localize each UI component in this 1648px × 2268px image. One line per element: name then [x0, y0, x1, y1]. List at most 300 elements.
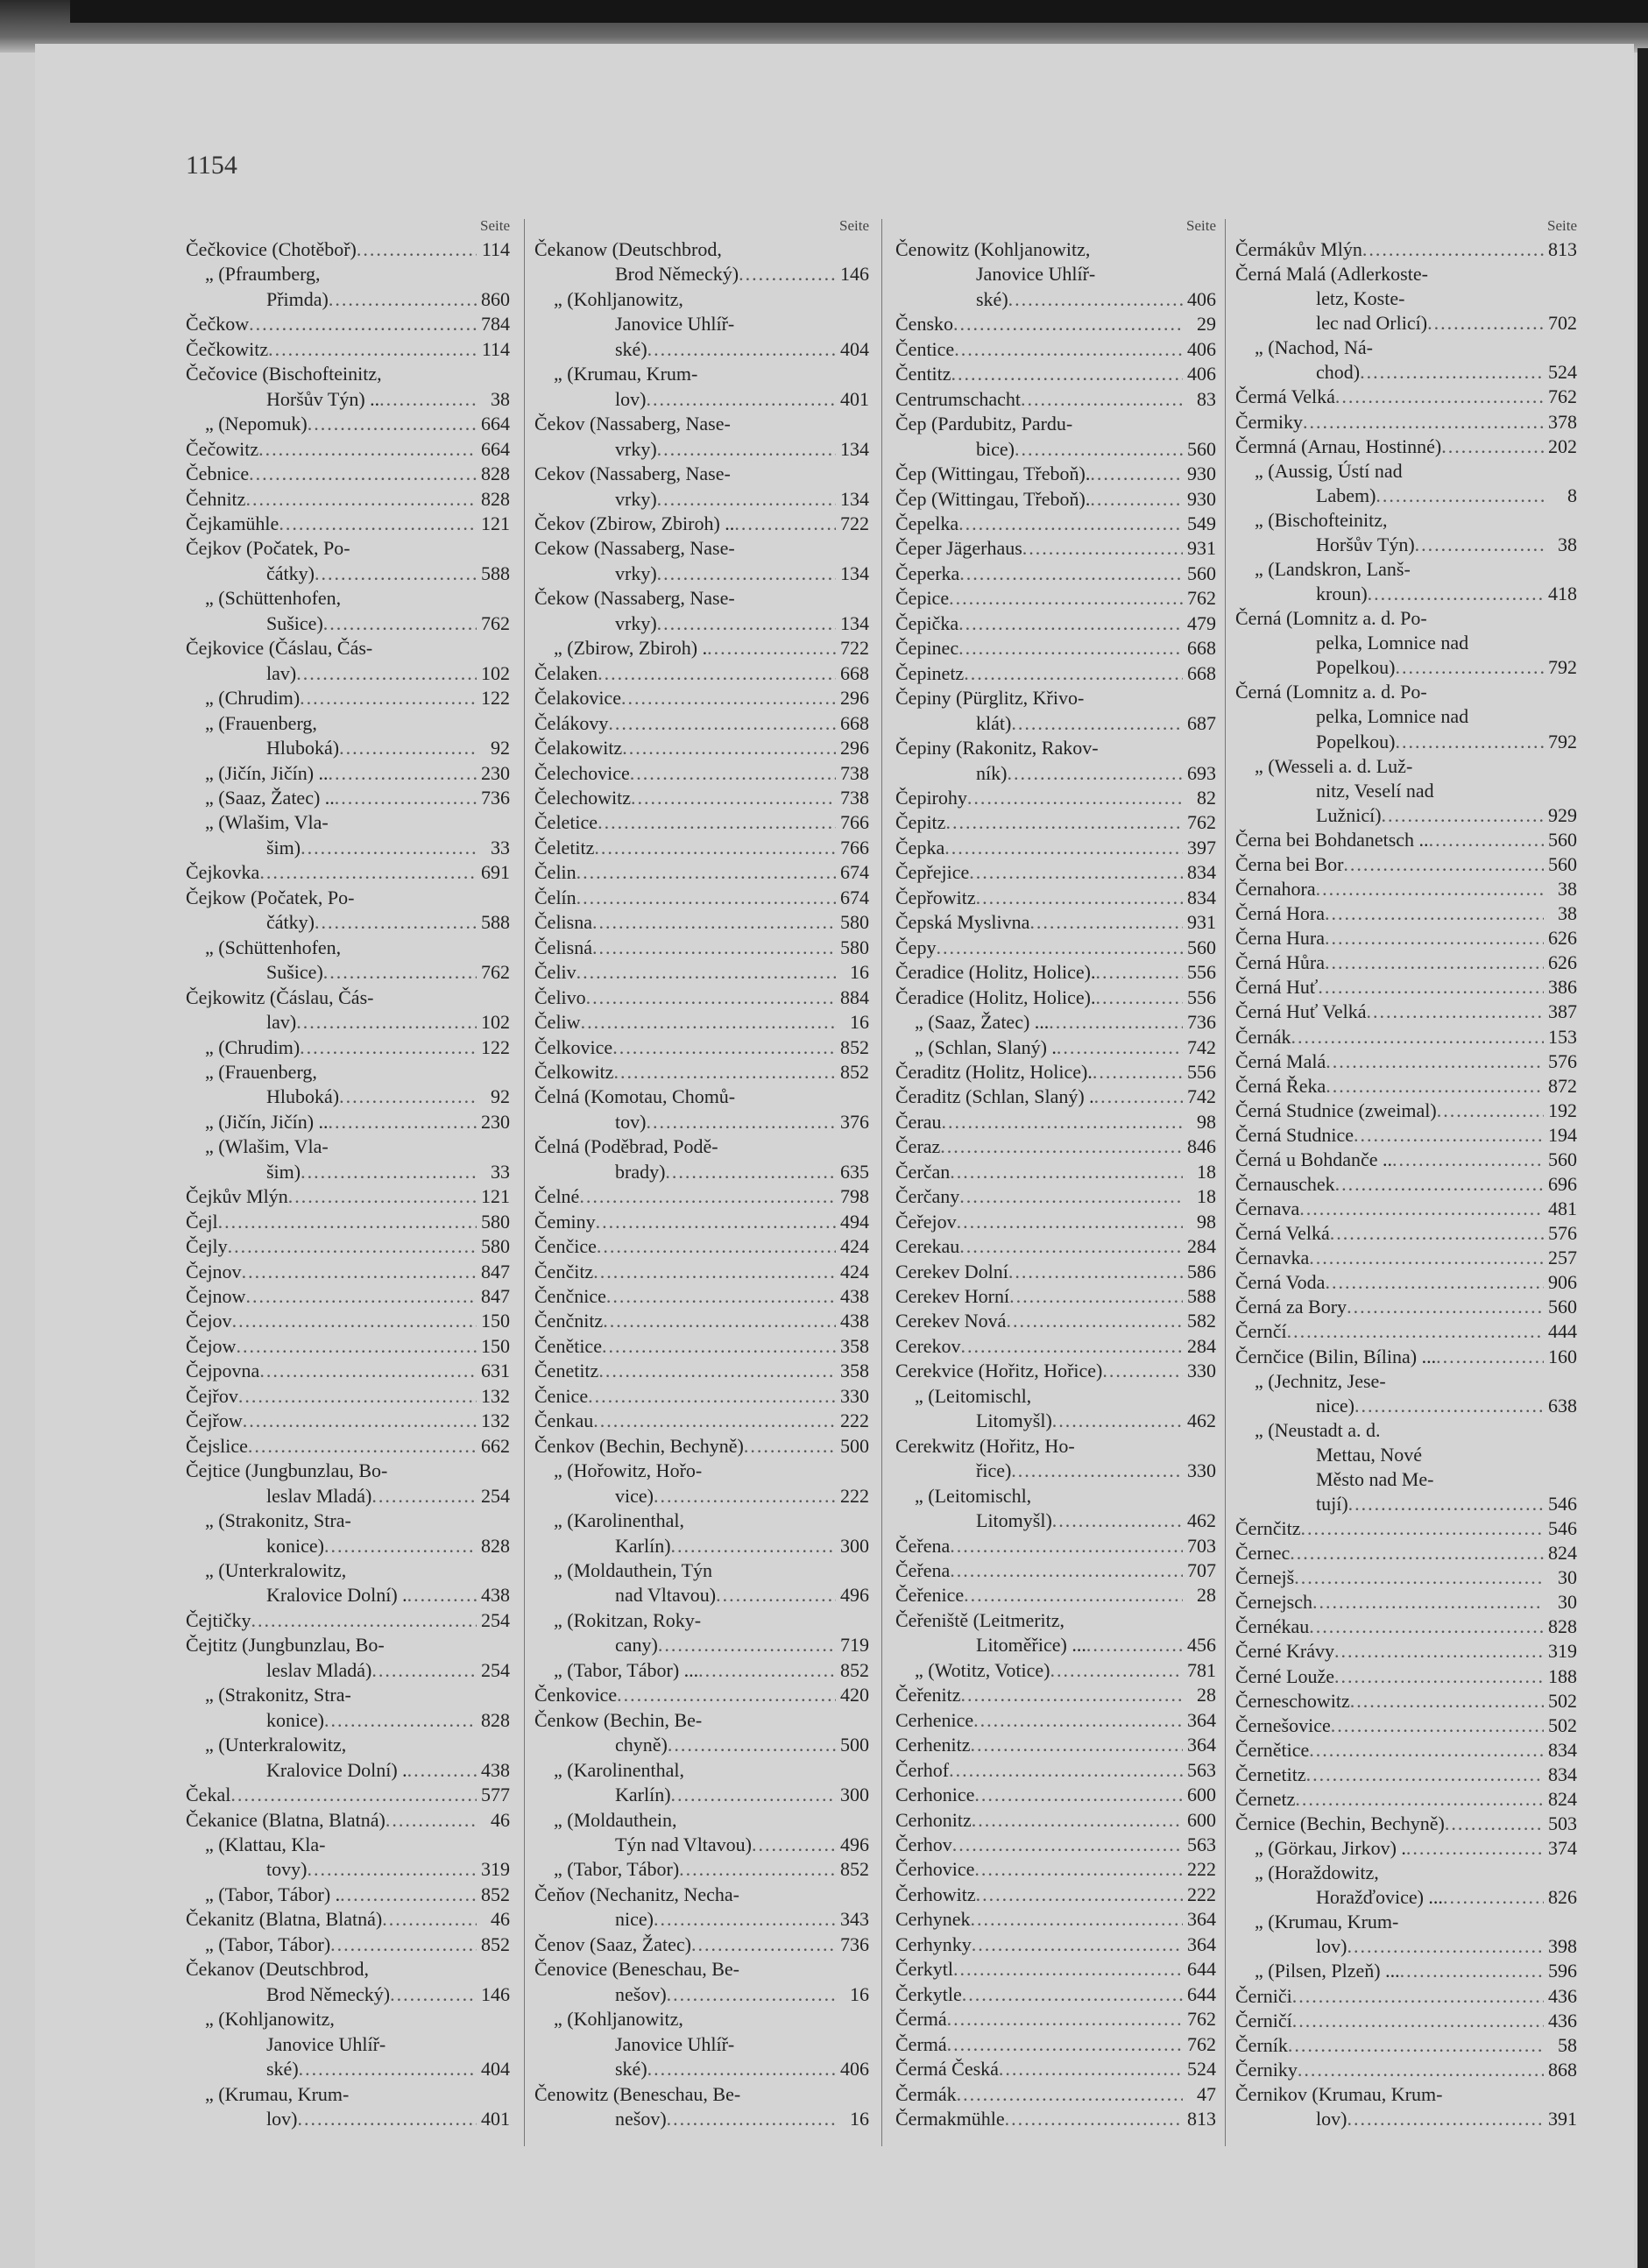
entry-page-number	[697, 363, 731, 385]
index-entry-line	[186, 1111, 510, 1134]
entry-page-number: 502	[1548, 1713, 1577, 1736]
index-entry-line	[534, 587, 869, 610]
index-entry-line	[1235, 1862, 1577, 1884]
entry-place-name: Čeraditz (Schlan, Slaný) .	[895, 1085, 1094, 1108]
index-entry-line	[895, 1261, 1216, 1283]
entry-page-number: 906	[1548, 1271, 1577, 1294]
dot-leader	[1334, 1640, 1544, 1663]
index-entry-line	[895, 463, 1216, 485]
entry-page-number: 494	[840, 1210, 869, 1233]
entry-page-number: 194	[1548, 1123, 1577, 1146]
entry-page-number: 406	[840, 2058, 869, 2081]
entry-place-name: Černá (Lomnitz a. d. Po-	[1235, 607, 1427, 630]
entry-page-number: 146	[840, 263, 869, 286]
entry-place-name: lov)	[1316, 1935, 1347, 1958]
entry-page-number: 192	[1548, 1099, 1577, 1121]
index-entry-line	[534, 2083, 869, 2106]
dot-leader	[971, 1734, 1183, 1756]
entry-place-name: Čejtitz (Jungbunzlau, Bo-	[186, 1634, 385, 1657]
entry-page-number: 386	[1548, 976, 1577, 999]
entry-place-name: Město nad Me-	[1316, 1467, 1434, 1490]
dot-leader	[1415, 533, 1544, 556]
dot-leader	[1007, 762, 1183, 785]
dot-leader	[612, 1036, 836, 1059]
dot-leader	[1102, 1360, 1183, 1382]
entry-place-name: Čenice	[534, 1384, 589, 1407]
entry-page-number: 122	[481, 1035, 510, 1058]
entry-place-name: „ (Tabor, Tábor) .	[205, 1883, 341, 1905]
entry-place-name: leslav Mladá)	[266, 1658, 372, 1681]
entry-page-number	[335, 2008, 368, 2031]
entry-page-number: 456	[1187, 1634, 1216, 1657]
dot-leader	[976, 887, 1183, 909]
dot-leader	[603, 1310, 836, 1332]
entry-page-number: 524	[1548, 361, 1577, 384]
entry-page-number: 364	[1187, 1908, 1216, 1931]
dot-leader	[606, 1285, 836, 1308]
entry-page-number: 588	[481, 562, 510, 584]
entry-place-name: šim)	[266, 1160, 301, 1183]
index-entry-line	[534, 463, 869, 485]
index-entry-line	[534, 637, 869, 660]
entry-page-number: 852	[840, 1658, 869, 1681]
entry-place-name: Janovice Uhlíř-	[615, 2032, 735, 2055]
index-entry-line	[895, 1958, 1216, 1981]
dot-leader	[654, 1908, 836, 1931]
entry-place-name: Cerhynek	[895, 1908, 971, 1931]
dot-leader	[1029, 911, 1183, 934]
dot-leader	[716, 1584, 836, 1607]
dot-leader	[228, 1235, 477, 1258]
dot-leader	[972, 1933, 1183, 1956]
entry-place-name: Černík	[1235, 2033, 1288, 2056]
index-entry-line	[1235, 1198, 1577, 1220]
entry-page-number: 479	[1187, 611, 1216, 634]
entry-page-number: 257	[1548, 1247, 1577, 1269]
dot-leader	[1309, 1247, 1544, 1269]
dot-leader	[646, 388, 836, 411]
entry-page-number: 300	[840, 1784, 869, 1806]
index-entry-line	[534, 1559, 869, 1582]
entry-place-name: Čep (Wittingau, Třeboň).	[895, 487, 1091, 510]
dot-leader	[1095, 986, 1183, 1009]
entry-page-number: 546	[1548, 1492, 1577, 1515]
entry-place-name: „ (Strakonitz, Stra-	[205, 1509, 351, 1532]
index-entry-line	[1235, 1517, 1577, 1540]
entry-page-number	[1442, 2083, 1475, 2106]
index-entry-line	[534, 1709, 869, 1732]
index-entry-line	[186, 1085, 510, 1108]
entry-page-number: 46	[491, 1908, 510, 1931]
index-entry-line	[534, 413, 869, 435]
entry-place-name: „ (Pilsen, Plzeň) ...	[1255, 1960, 1400, 1982]
entry-place-name: Čenčnitz	[534, 1310, 604, 1332]
index-entry-line	[534, 1161, 869, 1183]
entry-place-name: Černičí	[1235, 2009, 1292, 2031]
entry-place-name: Litoměřice) ...	[976, 1634, 1086, 1657]
entry-place-name: Cerekau	[895, 1235, 960, 1258]
entry-place-name: Cekow (Nassaberg, Nase-	[534, 537, 735, 560]
index-entry-line	[895, 363, 1216, 385]
entry-place-name: Centrumschacht	[895, 387, 1021, 410]
dot-leader	[593, 1410, 836, 1432]
entry-page-number: 401	[481, 2107, 510, 2130]
entry-page-number	[373, 986, 407, 1009]
dot-leader	[1331, 1714, 1544, 1737]
index-entry-line	[1235, 976, 1577, 999]
entry-page-number: 122	[481, 687, 510, 710]
dot-leader	[1312, 1591, 1544, 1614]
dot-leader	[667, 2108, 836, 2130]
index-entry-line	[1235, 1075, 1577, 1098]
dot-leader	[734, 512, 836, 535]
index-entry-line	[1235, 1296, 1577, 1318]
scan-right-edge	[1637, 48, 1648, 2268]
index-entry-line	[895, 911, 1216, 934]
entry-page-number: 582	[1187, 1310, 1216, 1332]
index-entry-line	[534, 961, 869, 984]
index-entry-line	[534, 1784, 869, 1806]
entry-place-name: Čep (Pardubitz, Pardu-	[895, 413, 1073, 435]
entry-page-number: 134	[840, 437, 869, 460]
entry-place-name: Janovice Uhlíř-	[976, 263, 1096, 286]
entry-page-number: 102	[481, 1011, 510, 1034]
index-entry-line	[1235, 312, 1577, 335]
entry-page-number: 38	[1558, 902, 1577, 925]
dot-leader	[602, 1335, 836, 1358]
entry-page-number: 635	[840, 1160, 869, 1183]
entry-page-number: 931	[1187, 911, 1216, 934]
index-entry-line	[186, 986, 510, 1009]
entry-page-number	[354, 887, 387, 909]
entry-place-name: Čeraz	[895, 1135, 941, 1158]
entry-page-number: 693	[1187, 761, 1216, 784]
index-entry-line	[534, 762, 869, 785]
dot-leader	[329, 288, 477, 311]
index-entry-line	[895, 1335, 1216, 1358]
entry-page-number	[329, 1135, 362, 1158]
scan-top-shadow	[70, 0, 1648, 23]
entry-place-name: Čerhovice	[895, 1858, 975, 1881]
index-entry-line	[1235, 385, 1577, 408]
dot-leader	[1318, 976, 1544, 999]
index-entry-line	[1235, 1370, 1577, 1393]
entry-page-number	[734, 313, 767, 336]
index-entry-line	[895, 1709, 1216, 1732]
index-entry-line	[895, 587, 1216, 610]
entry-place-name: Čepirohy	[895, 786, 967, 809]
entry-page-number: 828	[481, 487, 510, 510]
entry-place-name: Čejkamühle	[186, 512, 279, 534]
dot-leader	[969, 861, 1183, 884]
index-entry-line	[895, 1485, 1216, 1508]
entry-page-number: 38	[1558, 878, 1577, 901]
entry-page-number	[341, 936, 374, 959]
entry-place-name: Čejslice	[186, 1434, 248, 1457]
entry-page-number: 502	[1548, 1689, 1577, 1712]
entry-page-number: 929	[1548, 803, 1577, 826]
index-entry-line	[186, 887, 510, 909]
entry-place-name: Čejřow	[186, 1410, 243, 1432]
entry-page-number	[1075, 1435, 1108, 1458]
dot-leader	[1436, 1346, 1544, 1368]
index-entry-line	[186, 1559, 510, 1582]
index-entry-line	[186, 1459, 510, 1482]
entry-place-name: nice)	[615, 1908, 654, 1931]
dot-leader	[617, 1684, 836, 1706]
column-header-seite: Seite	[839, 217, 869, 234]
entry-place-name: „ (Rokitzan, Roky-	[554, 1608, 702, 1631]
entry-place-name: Čekov (Zbirow, Zbiroh) ..	[534, 512, 735, 534]
entry-page-number: 134	[840, 562, 869, 584]
entry-place-name: Lužnicí)	[1316, 803, 1382, 826]
entry-page-number: 560	[1187, 936, 1216, 958]
entry-place-name: ské)	[976, 287, 1008, 310]
entry-page-number: 766	[840, 811, 869, 834]
entry-page-number	[1095, 263, 1128, 286]
dot-leader	[972, 1809, 1183, 1832]
entry-place-name: „ (Tabor, Tábor)	[205, 1932, 331, 1955]
index-entry-line	[534, 1459, 869, 1482]
dot-leader	[259, 1360, 477, 1382]
dot-leader	[385, 1809, 477, 1832]
index-entry-line	[1235, 1566, 1577, 1589]
entry-place-name: Čejkův Mlýn	[186, 1185, 288, 1208]
entry-page-number: 781	[1187, 1658, 1216, 1681]
index-entry-line	[186, 363, 510, 385]
entry-place-name: Čepiny (Rakonitz, Rakov-	[895, 737, 1099, 760]
entry-place-name: Cekov (Nassaberg, Nase-	[534, 463, 731, 485]
index-entry-line	[186, 2008, 510, 2031]
entry-place-name: „ (Schüttenhofen,	[205, 936, 342, 958]
index-entry-line	[1235, 263, 1577, 286]
entry-page-number: 762	[1187, 811, 1216, 834]
dot-leader	[238, 1385, 477, 1408]
entry-place-name: Černiky	[1235, 2058, 1298, 2081]
entry-page-number: 668	[840, 711, 869, 734]
entry-page-number: 150	[481, 1310, 510, 1332]
entry-place-name: Přimda)	[266, 287, 329, 310]
index-entry-line	[895, 238, 1216, 261]
dot-leader	[1360, 361, 1544, 384]
index-entry-line	[534, 1983, 869, 2006]
entry-place-name: Čelaken	[534, 661, 598, 684]
index-entry-line	[186, 1933, 510, 1956]
entry-page-number	[346, 1734, 379, 1756]
entry-place-name: Čehnitz	[186, 487, 246, 510]
entry-page-number: 436	[1548, 2009, 1577, 2031]
entry-place-name: Čejov	[186, 1310, 232, 1332]
entry-page-number: 114	[481, 238, 510, 260]
entry-place-name: Čeřenitz	[895, 1684, 961, 1706]
index-entry-line	[1235, 632, 1577, 654]
index-entry-line	[534, 1011, 869, 1034]
entry-page-number: 222	[1187, 1883, 1216, 1905]
index-entry-line	[1235, 1000, 1577, 1023]
index-entry-line	[534, 1310, 869, 1332]
entry-page-number: 438	[481, 1758, 510, 1781]
entry-page-number: 444	[1548, 1320, 1577, 1343]
index-entry-line	[1235, 533, 1577, 556]
entry-place-name: „ (Wlašim, Vla-	[205, 1135, 329, 1158]
entry-page-number: 406	[1187, 363, 1216, 385]
dot-leader	[657, 562, 836, 585]
index-entry-line	[1235, 287, 1577, 310]
entry-place-name: Černčitz	[1235, 1517, 1301, 1540]
entry-place-name: Čelkovice	[534, 1035, 613, 1058]
dot-leader	[698, 1659, 836, 1682]
entry-page-number: 738	[840, 786, 869, 809]
entry-place-name: Černá (Lomnitz a. d. Po-	[1235, 681, 1427, 703]
entry-page-number: 47	[1197, 2082, 1216, 2105]
dot-leader	[646, 1111, 836, 1134]
entry-place-name: Čeletice	[534, 811, 598, 834]
entry-page-number: 222	[840, 1484, 869, 1507]
entry-page-number	[1427, 607, 1461, 630]
index-entry-line	[534, 1410, 869, 1432]
entry-page-number: 438	[481, 1584, 510, 1607]
index-entry-line	[186, 762, 510, 785]
entry-page-number	[1403, 460, 1436, 483]
entry-place-name: Čenovice (Beneschau, Be-	[534, 1958, 739, 1981]
entry-page-number	[350, 537, 384, 560]
dot-leader	[230, 1784, 477, 1806]
index-entry-line	[534, 388, 869, 411]
dot-leader	[973, 1709, 1183, 1732]
entry-page-number: 560	[1187, 437, 1216, 460]
entry-place-name: „ (Wesseli a. d. Luž-	[1255, 754, 1413, 777]
dot-leader	[1309, 1739, 1544, 1762]
entry-place-name: Horšův Týn)	[1316, 533, 1415, 555]
dot-leader	[691, 1933, 836, 1956]
entry-place-name: Čelivo	[534, 986, 586, 1008]
entry-place-name: vice)	[615, 1484, 654, 1507]
index-entry-line	[186, 811, 510, 834]
entry-page-number	[341, 587, 374, 610]
index-entry-line	[534, 1634, 869, 1657]
index-entry-line	[534, 687, 869, 710]
entry-place-name: Cerhenitz	[895, 1734, 971, 1756]
entry-place-name: Čentice	[895, 337, 955, 360]
index-entry-line	[534, 811, 869, 834]
entry-place-name: Čeraditz (Holitz, Holice).	[895, 1060, 1093, 1083]
entry-place-name: Čekov (Nassaberg, Nase-	[534, 413, 731, 435]
entry-page-number: 707	[1187, 1559, 1216, 1582]
entry-place-name: Čečkow	[186, 313, 250, 336]
index-entry-line	[895, 512, 1216, 535]
entry-page-number: 28	[1197, 1584, 1216, 1607]
dot-leader	[667, 1983, 836, 2006]
entry-page-number	[740, 2083, 774, 2106]
index-entry-line	[895, 1809, 1216, 1832]
entry-place-name: Čečowitz	[186, 437, 259, 460]
entry-place-name: Karlín)	[615, 1534, 671, 1557]
entry-place-name: Černčí	[1235, 1320, 1287, 1343]
entry-page-number: 438	[840, 1310, 869, 1332]
dot-leader	[958, 612, 1183, 635]
entry-page-number	[1434, 780, 1468, 802]
dot-leader	[671, 1784, 836, 1806]
entry-page-number	[1404, 287, 1438, 310]
dot-leader	[1291, 1026, 1544, 1049]
index-entry-line	[534, 2108, 869, 2130]
entry-page-number	[1412, 755, 1446, 778]
entry-place-name: „ (Unterkralowitz,	[205, 1559, 347, 1582]
index-entry-line	[534, 1609, 869, 1632]
entry-page-number: 18	[1197, 1160, 1216, 1183]
entry-place-name: Černava	[1235, 1198, 1300, 1220]
entry-page-number	[385, 2033, 419, 2056]
entry-place-name: Čermiky	[1235, 410, 1303, 433]
entry-page-number	[731, 463, 764, 485]
index-entry-line	[1235, 1026, 1577, 1049]
entry-page-number	[382, 363, 415, 385]
index-entry-line	[186, 537, 510, 560]
index-entry-line	[1235, 607, 1577, 630]
entry-page-number: 296	[840, 687, 869, 710]
entry-page-number: 792	[1548, 656, 1577, 679]
entry-place-name: Čekal	[186, 1784, 231, 1806]
entry-place-name: Černejš	[1235, 1566, 1295, 1589]
entry-place-name: „ (Jičín, Jičín) ..	[205, 761, 329, 784]
index-entry-line	[186, 1335, 510, 1358]
entry-page-number: 703	[1187, 1534, 1216, 1557]
dot-leader	[953, 1958, 1183, 1981]
dot-leader	[613, 1061, 836, 1084]
entry-page-number	[1031, 1385, 1064, 1408]
dot-leader	[335, 787, 477, 809]
index-entry-line	[1235, 1591, 1577, 1614]
index-entry-line	[895, 1410, 1216, 1432]
entry-place-name: Čermná (Arnau, Hostinné)	[1235, 435, 1442, 457]
dot-leader	[1325, 902, 1544, 925]
entry-place-name: Čepelka	[895, 512, 959, 534]
entry-page-number	[329, 811, 362, 834]
entry-place-name: Čepka	[895, 836, 945, 858]
entry-page-number: 762	[1187, 2008, 1216, 2031]
entry-place-name: Cerhynky	[895, 1932, 972, 1955]
entry-page-number	[1031, 1485, 1064, 1508]
dot-leader	[339, 1085, 477, 1108]
entry-page-number: 736	[481, 786, 510, 809]
entry-page-number: 92	[491, 1085, 510, 1108]
index-entry-line	[895, 1061, 1216, 1084]
index-entry-line	[186, 1485, 510, 1508]
entry-place-name: Cerekwitz (Hořitz, Ho-	[895, 1434, 1075, 1457]
entry-page-number: 30	[1558, 1591, 1577, 1614]
entry-place-name: Čensko	[895, 313, 953, 336]
dot-leader	[248, 1435, 477, 1458]
entry-place-name: Brod Německý)	[266, 1982, 391, 2005]
index-entry-line	[534, 1883, 869, 1906]
entry-page-number: 560	[1548, 852, 1577, 875]
entry-place-name: lav)	[266, 661, 297, 684]
entry-page-number: 296	[840, 737, 869, 760]
column-header-seite: Seite	[480, 217, 510, 234]
entry-place-name: Čentitz	[895, 363, 951, 385]
entry-page-number	[1373, 336, 1406, 359]
index-entry-line	[895, 1385, 1216, 1408]
index-entry-line	[895, 2083, 1216, 2106]
entry-place-name: „ (Kohljanowitz,	[554, 2008, 683, 2031]
index-entry-line	[534, 537, 869, 560]
entry-place-name: Hluboká)	[266, 1085, 340, 1108]
entry-page-number: 588	[481, 911, 510, 934]
entry-page-number	[702, 1459, 735, 1482]
entry-page-number: 378	[1548, 410, 1577, 433]
entry-place-name: Čečkovice (Chotěboř)	[186, 238, 357, 260]
entry-place-name: „ (Görkau, Jirkov) .	[1255, 1837, 1406, 1860]
